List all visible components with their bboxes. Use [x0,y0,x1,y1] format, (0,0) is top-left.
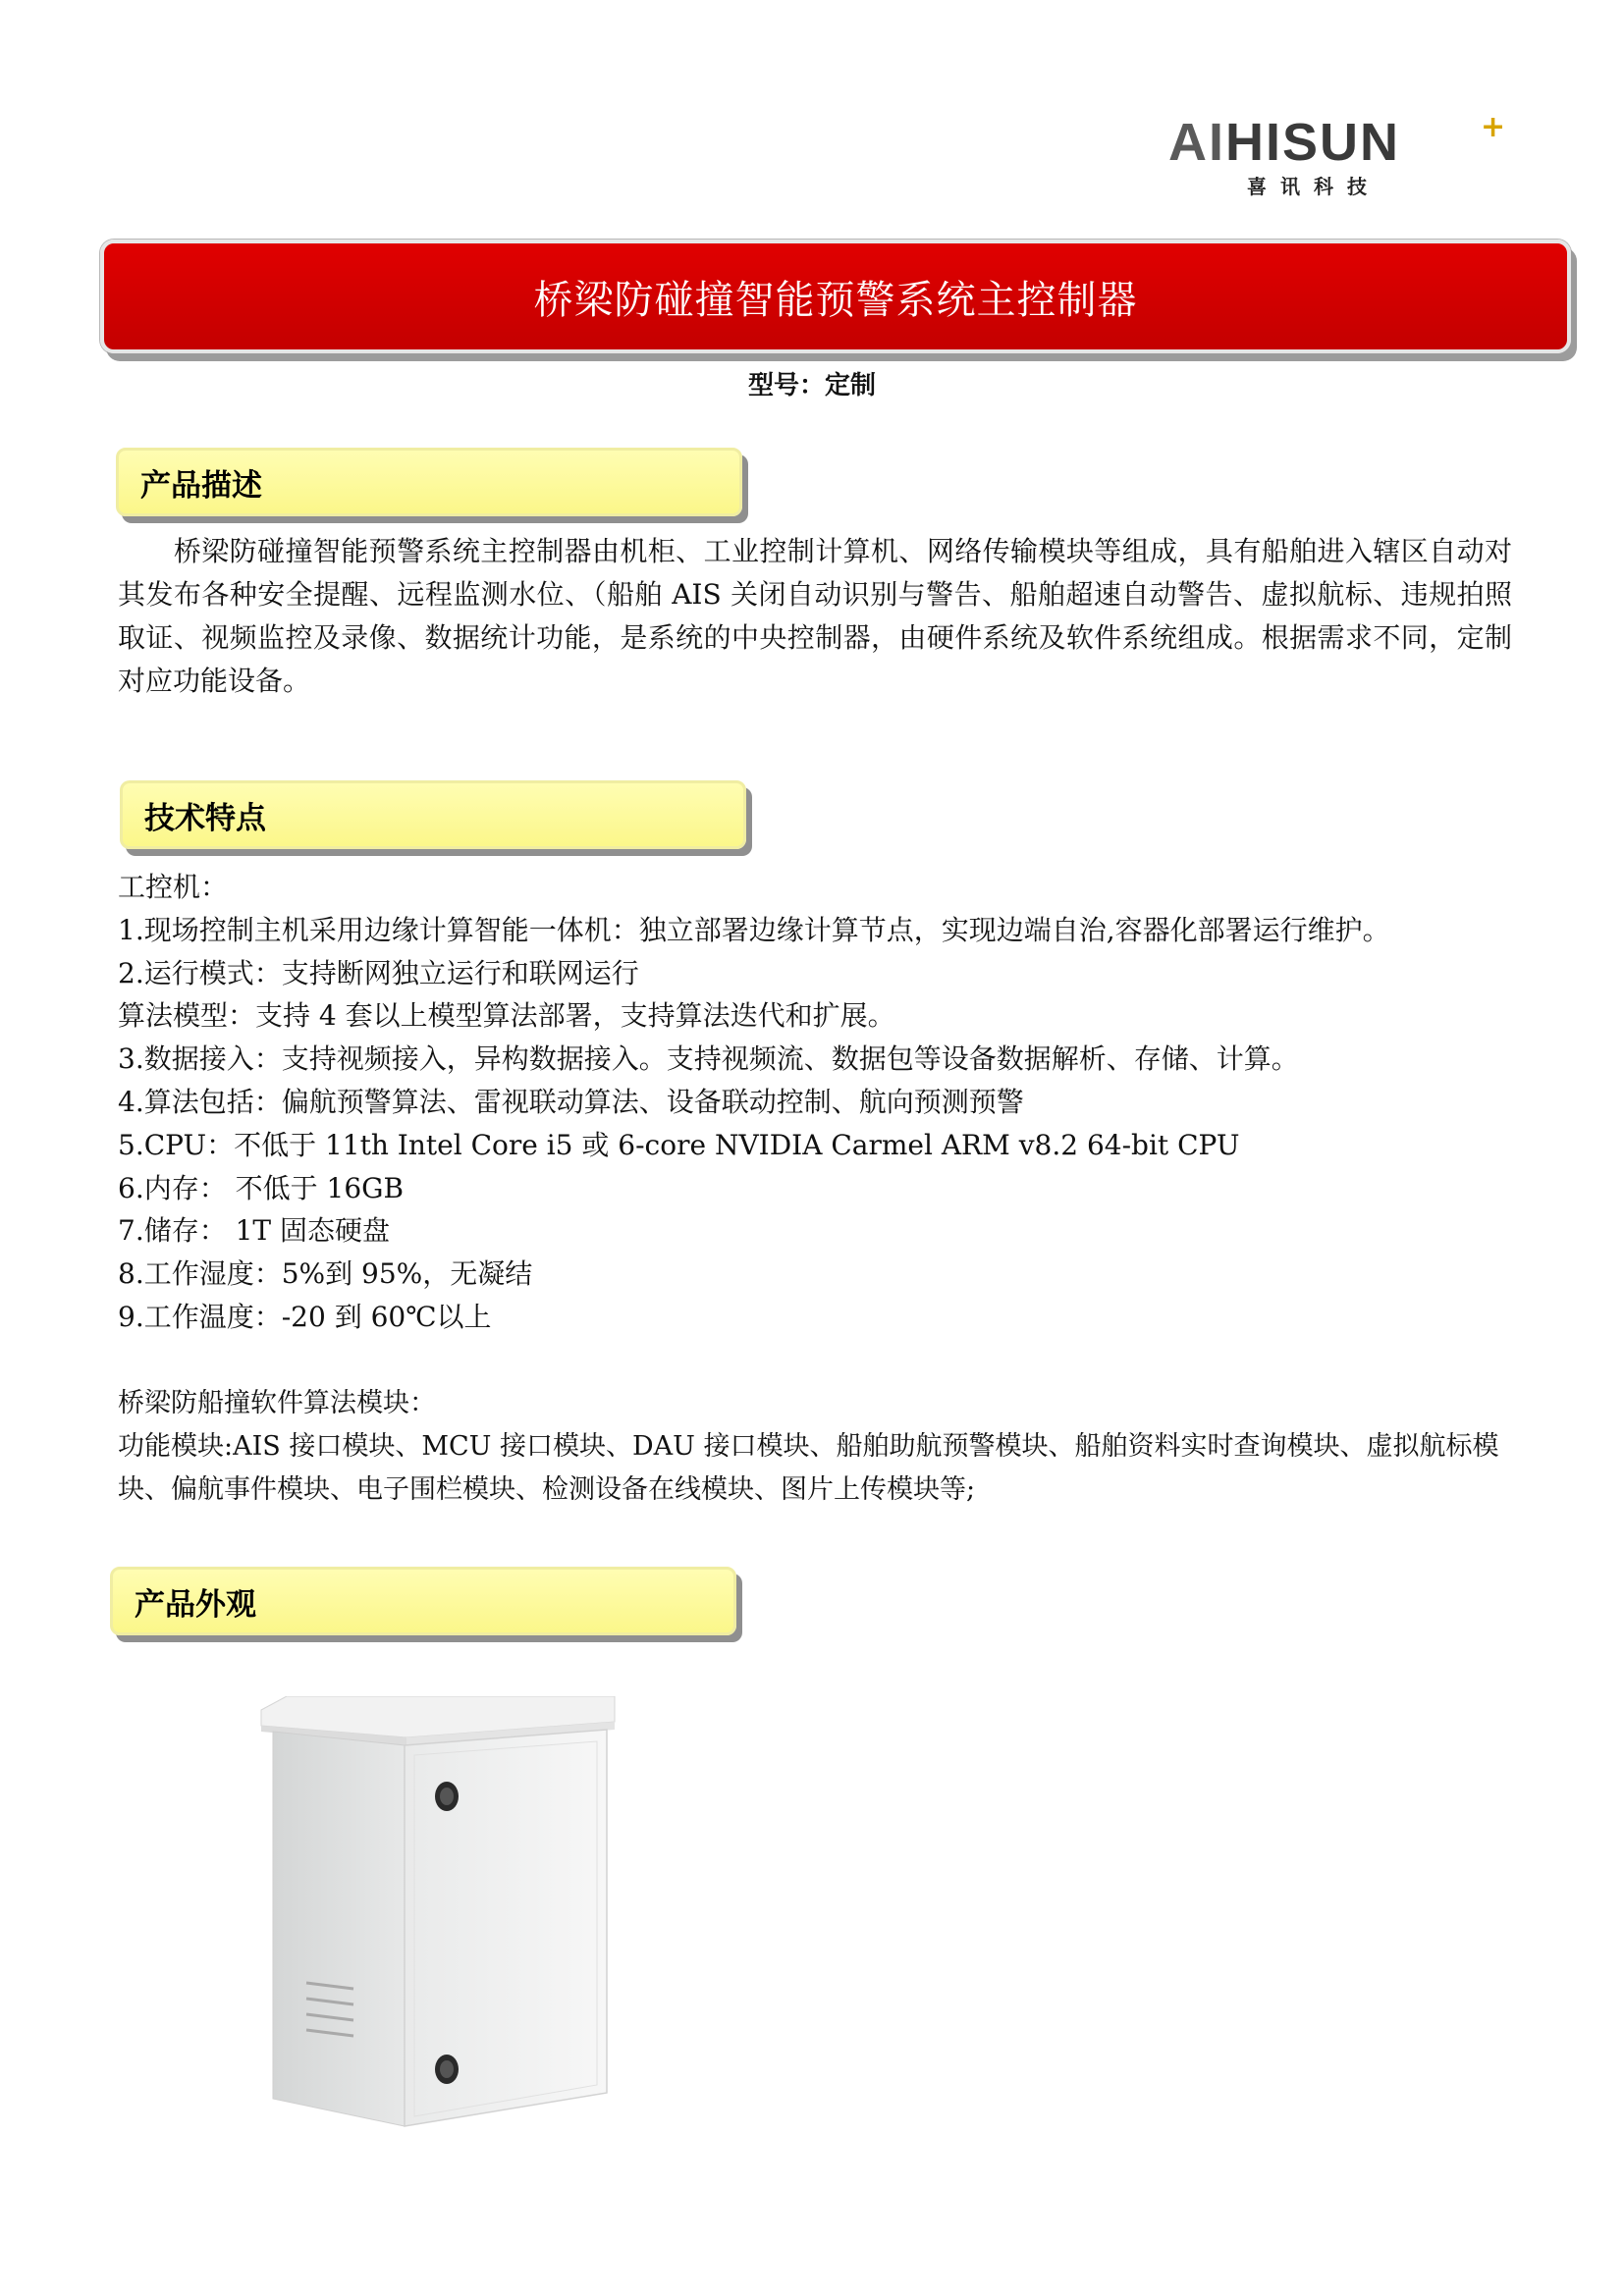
section-heading-features: 技术特点 [120,780,746,849]
software-text: 功能模块:AIS 接口模块、MCU 接口模块、DAU 接口模块、船舶助航预警模块、船舶资料实时查询模块、虚拟航标模块、偏航事件模块、电子围栏模块、检测设备在线模块、图片上传模块等; [118,1431,1499,1505]
feature-line: 工控机： [118,871,229,903]
section-heading-appearance: 产品外观 [110,1567,736,1635]
description-paragraph: 桥梁防碰撞智能预警系统主控制器由机柜、工业控制计算机、网络传输模块等组成，具有船舶进入辖区自动对其发布各种安全提醒、远程监测水位、（船舶 AIS 关闭自动识别与警告、船舶超速自动警告、虚拟航标、违规拍照取证、视频监控及录像、数据统计功能，是系统的中央控制器，由硬件系统及软件系统组成。根据需求不同，定制对应功能设备。 [118,535,1512,697]
logo-subtitle: 喜讯科技 [1247,175,1380,198]
title-banner [100,240,1571,353]
feature-line: 4.算法包括：偏航预警算法、雷视联动算法、设备联动控制、航向预测预警 [118,1085,1024,1118]
feature-line: 7.储存： 1T 固态硬盘 [118,1214,391,1248]
logo-plus-mark: + [1481,110,1506,144]
feature-line: 3.数据接入：支持视频接入，异构数据接入。支持视频流、数据包等设备数据解析、存储、计算。 [118,1042,1299,1076]
feature-line: 9.工作温度：-20 到 60℃以上 [118,1300,492,1333]
feature-line: 1.现场控制主机采用边缘计算智能一体机：独立部署边缘计算节点，实现边端自治,容器化部署运行维护。 [118,913,1390,946]
feature-line: 算法模型：支持 4 套以上模型算法部署，支持算法迭代和扩展。 [118,999,895,1033]
software-modules [118,1382,1532,1512]
feature-line: 6.内存： 不低于 16GB [118,1171,405,1204]
logo-wordmark: AIHISUN [1168,113,1401,172]
feature-list [118,866,1532,1339]
feature-line: 8.工作湿度：5%到 95%，无凝结 [118,1257,533,1291]
feature-line: 2.运行模式：支持断网独立运行和联网运行 [118,956,639,989]
company-logo [1168,110,1512,198]
feature-line: 5.CPU：不低于 11th Intel Core i5 或 6-core NVIDIA Carmel ARM v8.2 64-bit CPU [118,1128,1240,1161]
section-heading-description: 产品描述 [116,448,742,516]
model-line: 型号：定制 [747,371,876,400]
software-title: 桥梁防船撞软件算法模块： [118,1388,436,1418]
page-title: 桥梁防碰撞智能预警系统主控制器 [533,277,1138,323]
cabinet-image [257,1696,621,2138]
